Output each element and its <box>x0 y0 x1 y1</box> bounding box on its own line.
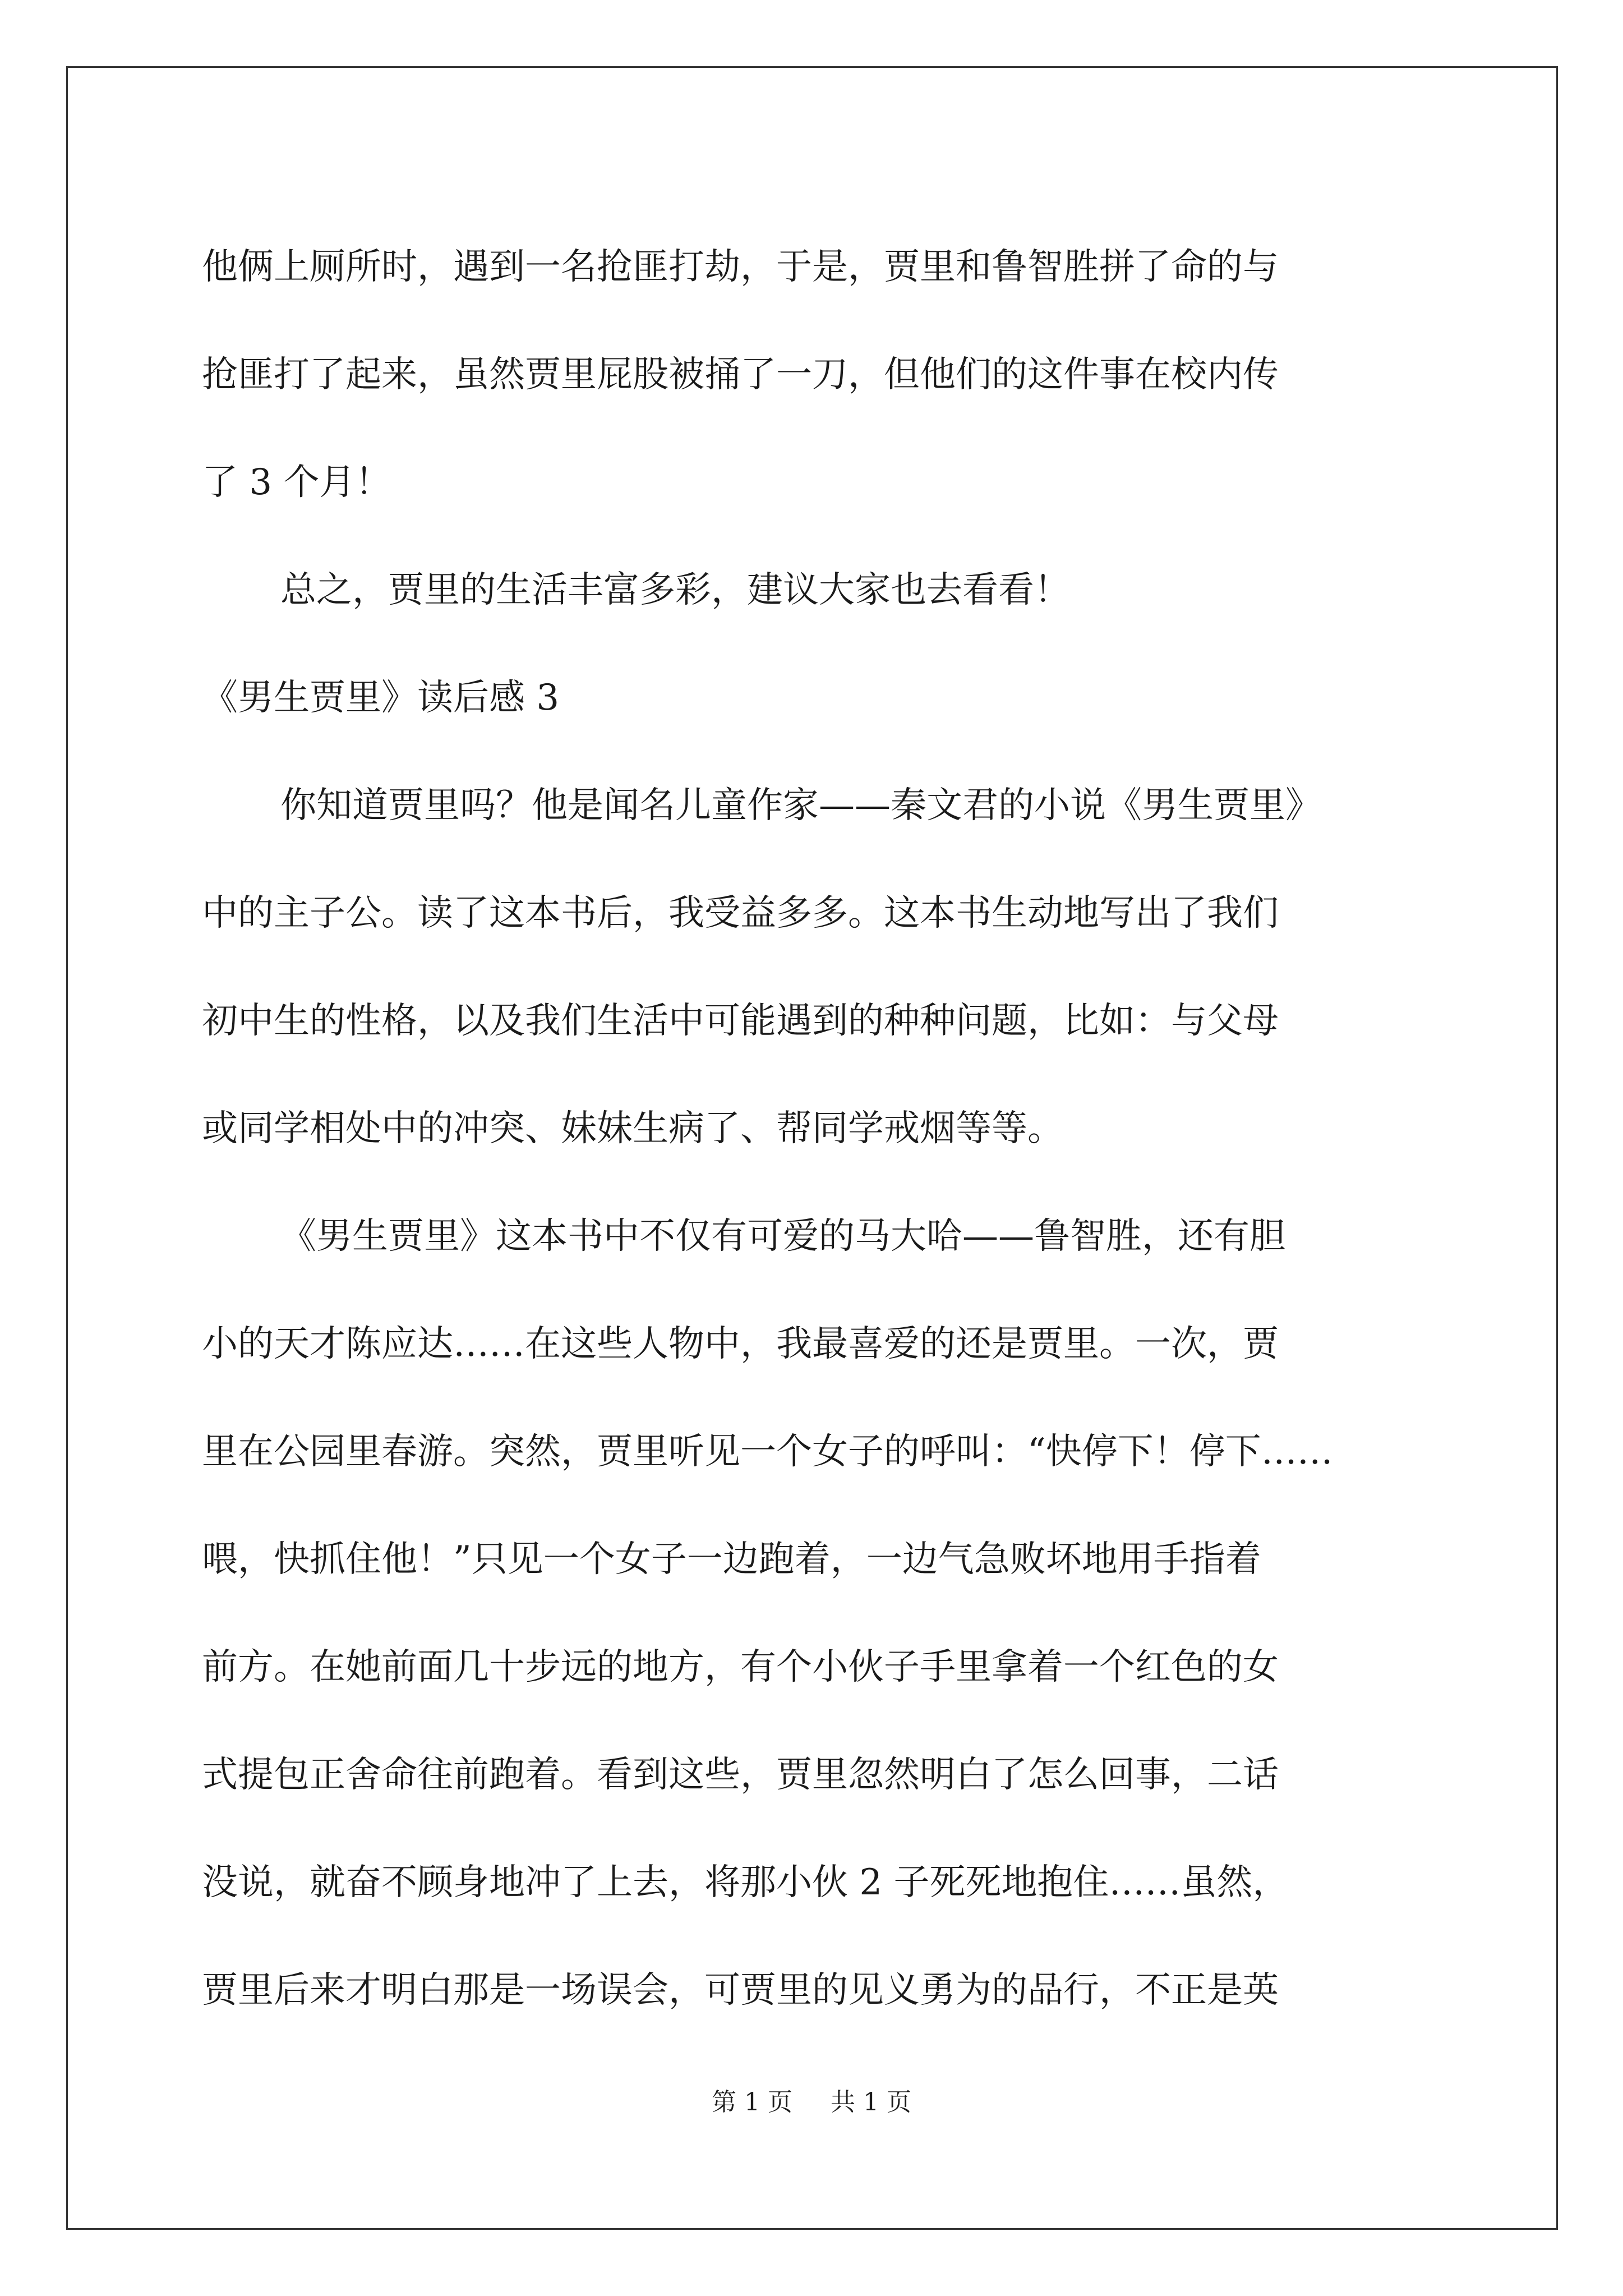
page-number: 第 1 页 <box>712 2088 792 2116</box>
paragraph-line: 式提包正舍命往前跑着。看到这些，贾里忽然明白了怎么回事，二话 <box>202 1754 1279 1796</box>
paragraph-line: 抢匪打了起来，虽然贾里屁股被捅了一刀，但他们的这件事在校内传 <box>202 354 1279 395</box>
document-body <box>202 213 1424 2044</box>
paragraph-line: 你知道贾里吗？他是闻名儿童作家——秦文君的小说《男生贾里》 <box>280 785 1321 826</box>
paragraph-line: 初中生的性格，以及我们生活中可能遇到的种种问题，比如：与父母 <box>202 1000 1279 1042</box>
page-footer <box>0 2086 1623 2119</box>
paragraph-line: 小的天才陈应达……在这些人物中，我最喜爱的还是贾里。一次，贾 <box>202 1323 1279 1365</box>
paragraph-line: 《男生贾里》这本书中不仅有可爱的马大哈——鲁智胜，还有胆 <box>280 1216 1285 1257</box>
paragraph-line: 中的主子公。读了这本书后，我受益多多。这本书生动地写出了我们 <box>202 892 1279 934</box>
section-heading: 《男生贾里》读后感 3 <box>202 677 560 719</box>
page-total: 共 1 页 <box>831 2088 911 2116</box>
paragraph-line: 了 3 个月！ <box>202 462 391 503</box>
paragraph-line: 总之，贾里的生活丰富多彩，建议大家也去看看！ <box>280 569 1070 611</box>
paragraph-line: 贾里后来才明白那是一场误会，可贾里的见义勇为的品行，不正是英 <box>202 1970 1279 2011</box>
paragraph-line: 没说，就奋不顾身地冲了上去，将那小伙 2 子死死地抱住……虽然， <box>202 1862 1289 1903</box>
paragraph-line: 他俩上厕所时，遇到一名抢匪打劫，于是，贾里和鲁智胜拼了命的与 <box>202 246 1279 288</box>
paragraph-line: 或同学相处中的冲突、妹妹生病了、帮同学戒烟等等。 <box>202 1108 1063 1149</box>
paragraph-line: 前方。在她前面几十步远的地方，有个小伙子手里拿着一个红色的女 <box>202 1646 1279 1688</box>
paragraph-line: 喂，快抓住他！”只见一个女子一边跑着，一边气急败坏地用手指着 <box>202 1539 1261 1580</box>
paragraph-line: 里在公园里春游。突然，贾里听见一个女子的呼叫：“快停下！停下…… <box>202 1431 1333 1473</box>
